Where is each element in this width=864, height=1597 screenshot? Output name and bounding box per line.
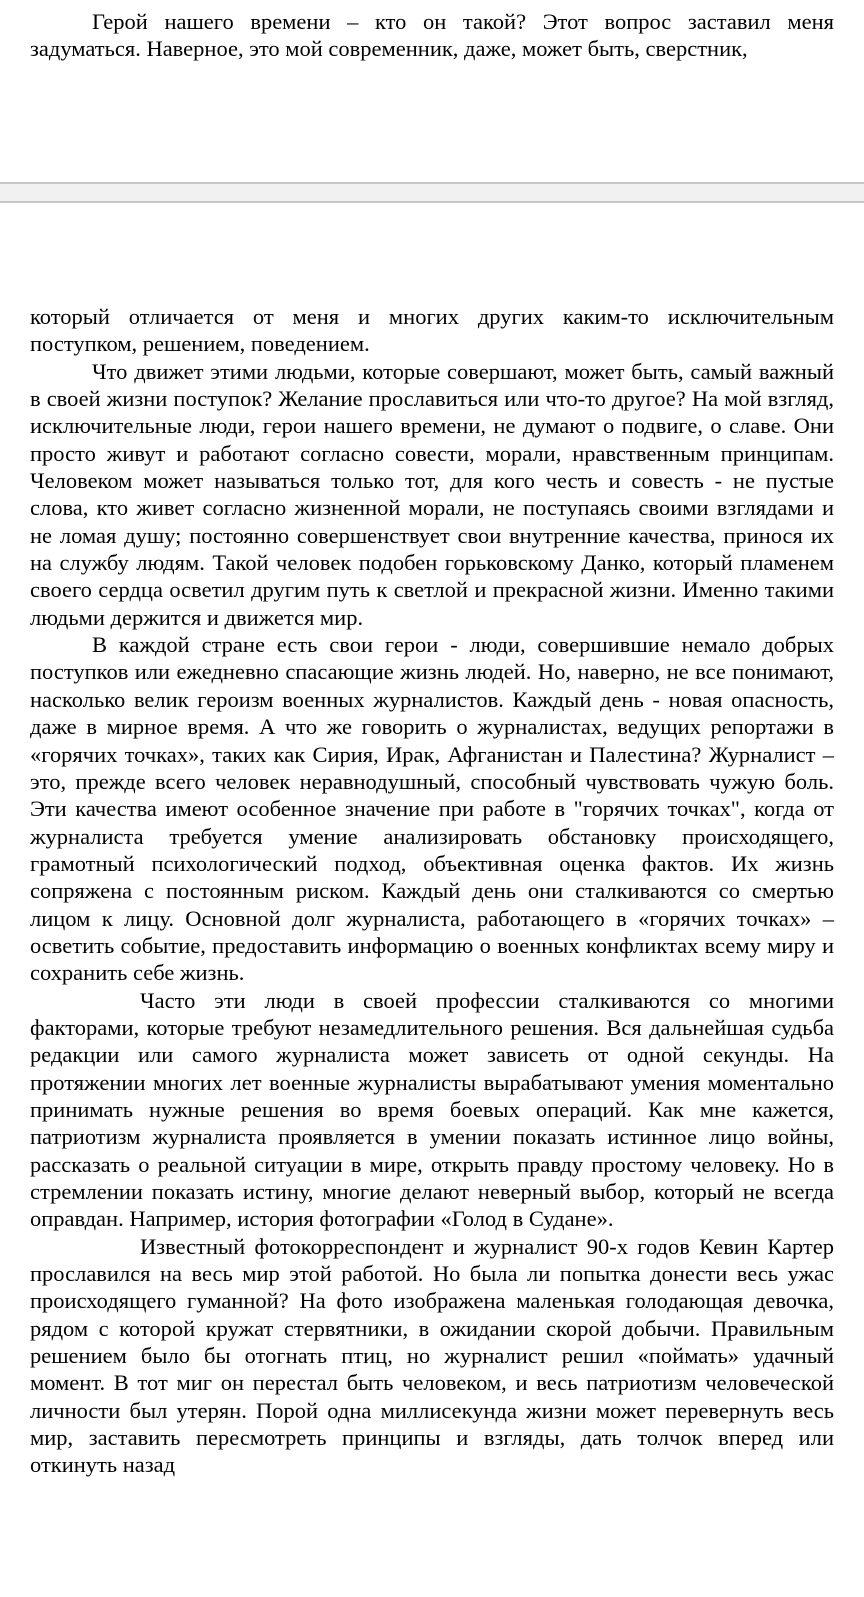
paragraph-intro: Герой нашего времени – кто он такой? Этот вопрос заставил меня задуматься. Наверное, это мой современник, даже, может быть, сверстник, bbox=[30, 9, 834, 62]
document-page-1 bbox=[0, 0, 864, 182]
paragraph-continuation: который отличается от меня и многих других каким-то исключительным поступком, решением, поведением. bbox=[30, 304, 834, 357]
paragraph-decisions: Часто эти люди в своей профессии сталкиваются со многими факторами, которые требуют незамедлительного решения. Вся дальнейшая судьба редакции или самого журналиста может зависеть от одной секунды. На протяжении многих лет военные журналисты вырабатывают умения моментально принимать нужные решения во время боевых операций. Как мне кажется, патриотизм журналиста проявляется в умении показать истинное лицо войны, рассказать о реальной ситуации в мире, открыть правду простому человеку. Но в стремлении показать истину, многие делают неверный выбор, который не всегда оправдан. Например, история фотографии «Голод в Судане». bbox=[30, 987, 834, 1232]
paragraph-motivation: Что движет этими людьми, которые совершают, может быть, самый важный в своей жизни поступок? Желание прославиться или что-то другое? На мой взгляд, исключительные люди, герои нашего времени, не думают о подвиге, о славе. Они просто живут и работают согласно совести, морали, нравственным принципам. Человеком может называться только тот, для кого честь и совесть - не пустые слова, кто живет согласно жизненной морали, не поступаясь своими взглядами и не ломая душу; постоянно совершенствует свои внутренние качества, принося их на службу людям. Такой человек подобен горьковскому Данко, который пламенем своего сердца осветил другим путь к светлой и прекрасной жизни. Именно такими людьми держится и движется мир. bbox=[30, 358, 834, 630]
document-page-2 bbox=[0, 203, 864, 1597]
paragraph-kevin-carter: Известный фотокорреспондент и журналист 90-х годов Кевин Картер прославился на весь мир этой работой. Но была ли попытка донести весь ужас происходящего гуманной? На фото изображена маленькая голодающая девочка, рядом с которой кружат стервятники, в ожидании скорой добычи. Правильным решением было бы отогнать птиц, но журналист решил «поймать» удачный момент. В тот миг он перестал быть человеком, и весь патриотизм человеческой личности был утерян. Порой одна миллисекунда жизни может перевернуть весь мир, заставить пересмотреть принципы и взгляды, дать толчок вперед или откинуть назад bbox=[30, 1233, 834, 1478]
page-2-text bbox=[30, 303, 834, 1479]
page-1-text bbox=[30, 8, 834, 63]
page-separator bbox=[0, 182, 864, 203]
paragraph-war-journalists: В каждой стране есть свои герои - люди, совершившие немало добрых поступков или ежедневно спасающие жизнь людей. Но, наверно, не все понимают, насколько велик героизм военных журналистов. Каждый день - новая опасность, даже в мирное время. А что же говорить о журналистах, ведущих репортажи в «горячих точках», таких как Сирия, Ирак, Афганистан и Палестина? Журналист – это, прежде всего человек неравнодушный, способный чувствовать чужую боль. Эти качества имеют особенное значение при работе в "горячих точках", когда от журналиста требуется умение анализировать обстановку происходящего, грамотный психологический подход, объективная оценка фактов. Их жизнь сопряжена с постоянным риском. Каждый день они сталкиваются со смертью лицом к лицу. Основной долг журналиста, работающего в «горячих точках» – осветить событие, предоставить информацию о военных конфликтах всему миру и сохранить себе жизнь. bbox=[30, 632, 834, 986]
